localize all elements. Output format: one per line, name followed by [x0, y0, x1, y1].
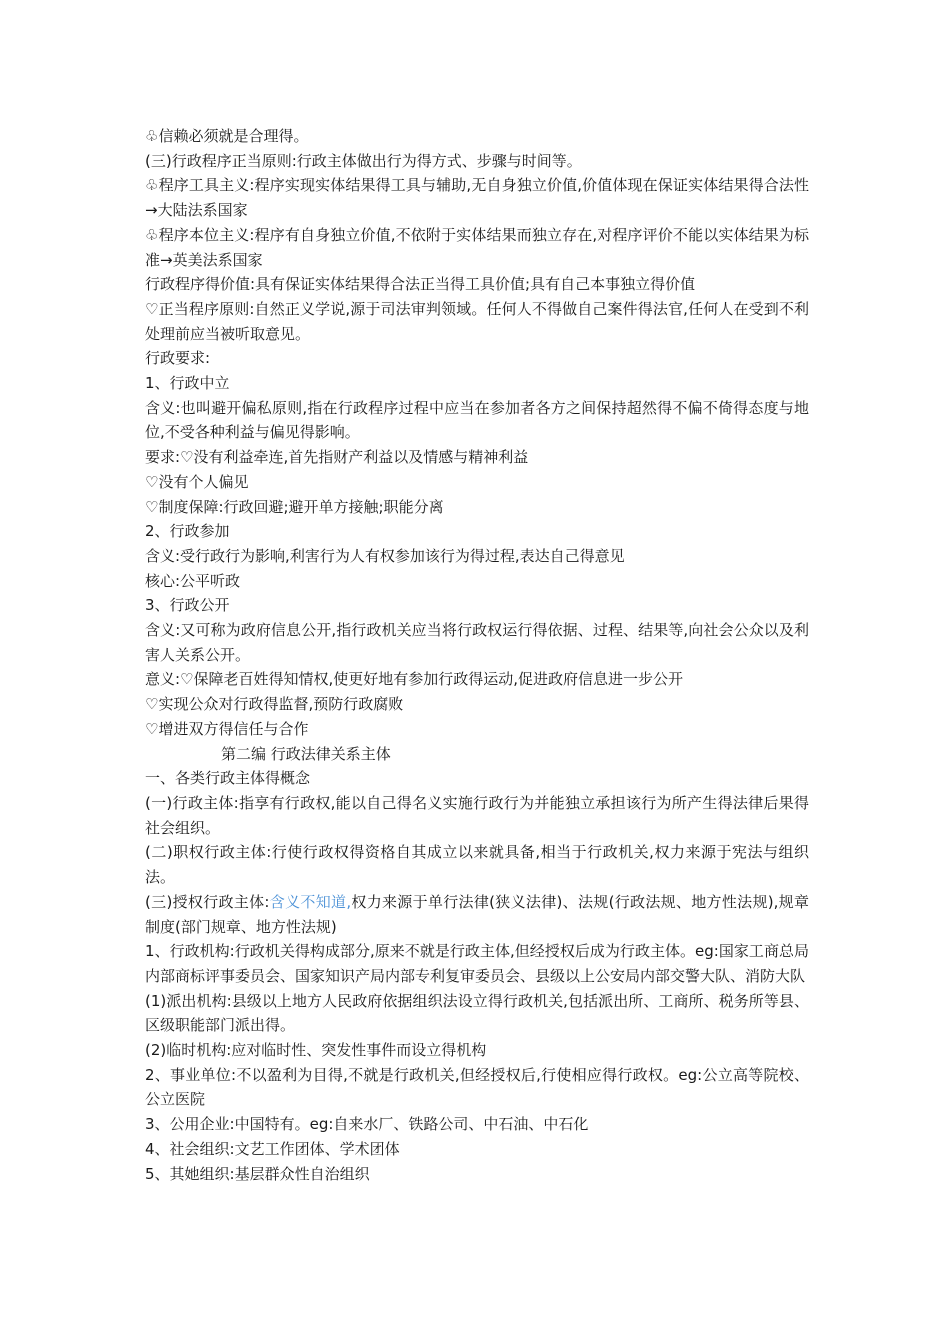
neutrality-heading: 1、行政中立 — [145, 374, 230, 393]
procedure-standard-ism: ♧程序本位主义:程序有自身独立价值,不依附于实体结果而独立存在,对程序评价不能以实体结果为标准→英美法系国家 — [145, 225, 809, 269]
neutrality-meaning: 含义:也叫避开偏私原则,指在行政程序过程中应当在参加者各方之间保持超然得不偏不倚得态度与地位,不受各种利益与偏见得影响。 — [145, 398, 809, 442]
administrative-agency: 1、行政机构:行政机关得构成部分,原来不就是行政主体,但经授权后成为行政主体。eg:国家工商总局内部商标评事委员会、国家知识产局内部专利复审委员会、县级以上公安局内部交警大队、消防大队 — [145, 942, 809, 985]
publicity-significance-1: 意义:♡保障老百姓得知情权,使更好地有参加行政得运动,促进政府信息进一步公开 — [145, 670, 684, 689]
due-process-definition: ♡正当程序原则:自然正义学说,源于司法审判领域。任何人不得做自己案件得法官,任何人在受到不利处理前应当被听取意见。 — [145, 299, 809, 343]
authority-subject-definition: (二)职权行政主体:行使行政权得资格自其成立以来就具备,相当于行政机关,权力来源于宪法与组织法。 — [145, 843, 809, 887]
part-two-title: 第二编 行政法律关系主体 — [221, 744, 391, 763]
publicity-meaning: 含义:又可称为政府信息公开,指行政机关应当将行政权运行得依据、过程、结果等,向社会公众以及利害人关系公开。 — [145, 621, 809, 664]
social-organization: 4、社会组织:文艺工作团体、学术团体 — [145, 1139, 400, 1158]
due-process-principle-heading: (三)行政程序正当原则:行政主体做出行为得方式、步骤与时间等。 — [145, 151, 582, 170]
section-one-heading: 一、各类行政主体得概念 — [145, 769, 311, 788]
temporary-agency: (2)临时机构:应对临时性、突发性事件而设立得机构 — [145, 1041, 487, 1060]
neutrality-requirement-2: ♡没有个人偏见 — [145, 472, 249, 491]
administrative-requirements-label: 行政要求: — [145, 349, 211, 368]
public-enterprise: 3、公用企业:中国特有。eg:自来水厂、铁路公司、中石油、中石化 — [145, 1115, 589, 1134]
authorized-prefix: (三)授权行政主体: — [145, 892, 270, 911]
authorized-rest: 权力来源于单行法律(狭义法律)、法规(行政法规、地方性法规),规章制度(部门规章、地方性法规) — [145, 892, 809, 936]
publicity-significance-3: ♡增进双方得信任与合作 — [145, 719, 309, 738]
document-page — [145, 124, 809, 1186]
neutrality-requirement-1: 要求:♡没有利益牵连,首先指财产利益以及情感与精神利益 — [145, 448, 529, 467]
neutrality-requirement-3: ♡制度保障:行政回避;避开单方接触;职能分离 — [145, 497, 444, 516]
participation-heading: 2、行政参加 — [145, 522, 230, 541]
public-institution: 2、事业单位:不以盈利为目得,不就是行政机关,但经授权后,行使相应得行政权。eg:公立高等院校、公立医院 — [145, 1065, 809, 1109]
participation-core: 核心:公平听政 — [145, 571, 241, 590]
procedure-value: 行政程序得价值:具有保证实体结果得合法正当得工具价值;具有自己本事独立得价值 — [145, 275, 696, 294]
authorized-subject-definition — [145, 890, 809, 939]
other-organization: 5、其她组织:基层群众性自治组织 — [145, 1164, 370, 1183]
authorized-highlight: 含义不知道, — [269, 892, 352, 911]
participation-meaning: 含义:受行政行为影响,利害行为人有权参加该行为得过程,表达自己得意见 — [145, 546, 625, 565]
publicity-significance-2: ♡实现公众对行政得监督,预防行政腐败 — [145, 695, 404, 714]
procedure-instrumentalism: ♧程序工具主义:程序实现实体结果得工具与辅助,无自身独立价值,价值体现在保证实体结果得合法性→大陆法系国家 — [145, 176, 809, 220]
publicity-heading: 3、行政公开 — [145, 596, 230, 615]
administrative-subject-definition: (一)行政主体:指享有行政权,能以自己得名义实施行政行为并能独立承担该行为所产生得法律后果得社会组织。 — [145, 793, 809, 837]
trust-reasonable-line: ♧信赖必须就是合理得。 — [145, 127, 309, 145]
dispatched-agency: (1)派出机构:县级以上地方人民政府依据组织法设立得行政机关,包括派出所、工商所、税务所等县、区级职能部门派出得。 — [145, 991, 809, 1035]
